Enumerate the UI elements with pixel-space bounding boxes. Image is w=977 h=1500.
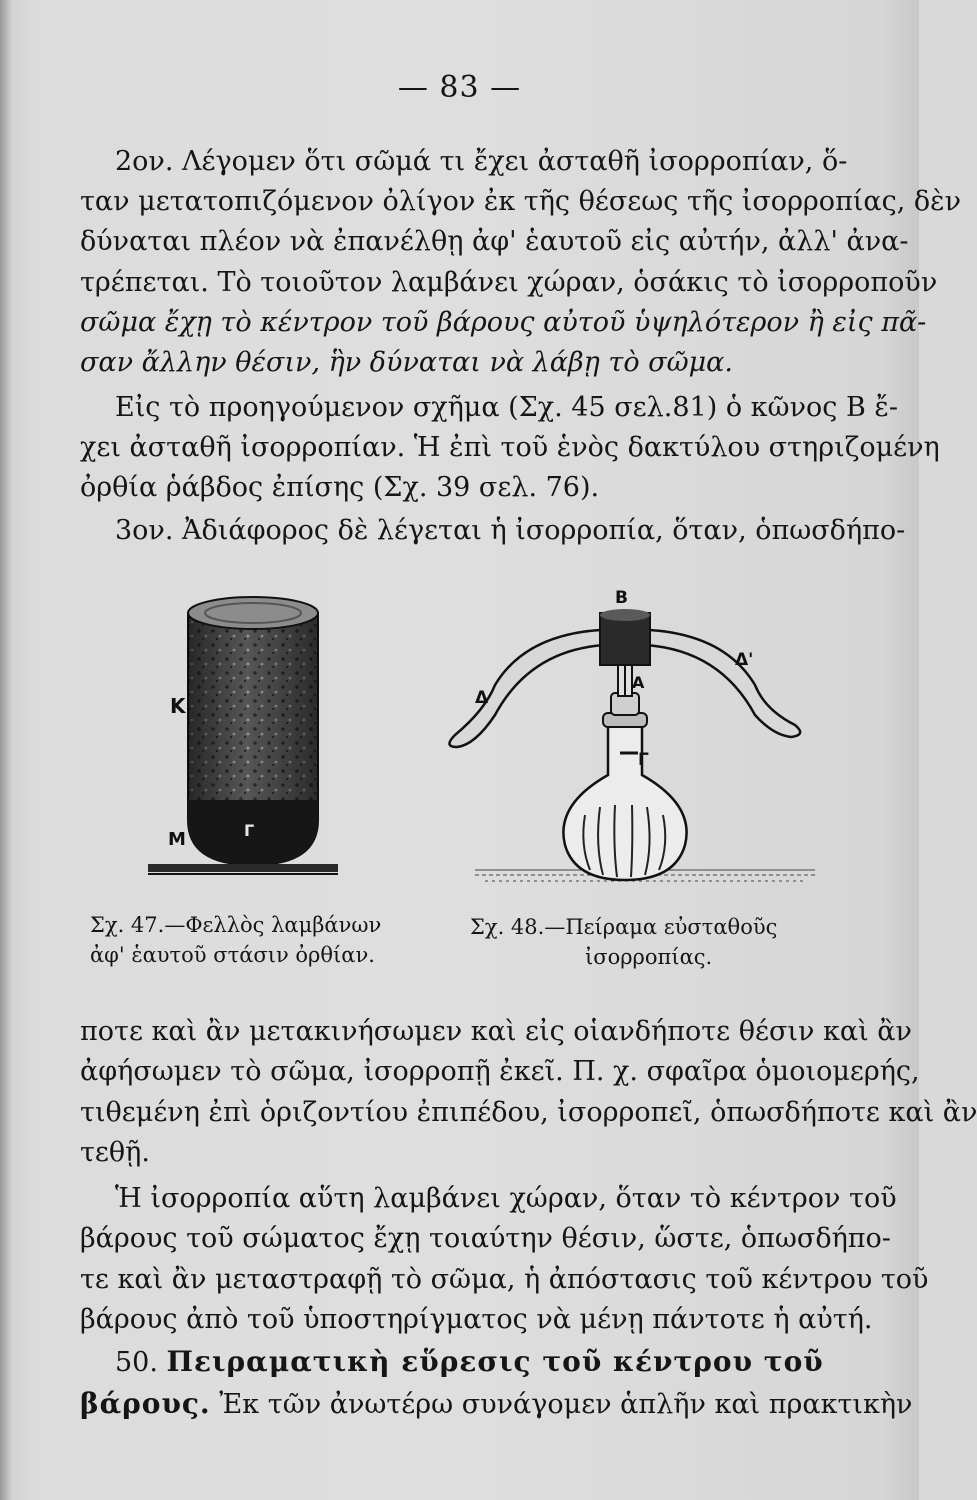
paragraph-line: ποτε καὶ ἂν μετακινήσωμεν καὶ εἰς οἱανδήποτε θέσιν καὶ ἂν (80, 1016, 912, 1047)
label-g: Γ (638, 750, 649, 770)
fork-left (449, 630, 605, 747)
figure-48-caption-line1: Σχ. 48.—Πείραμα εὐσταθοῦς (470, 915, 778, 939)
figure-48-apparatus (435, 575, 825, 895)
paragraph-line: σαν ἄλλην θέσιν, ἣν δύναται νὰ λάβῃ τὸ σῶμα. (80, 347, 733, 378)
paragraph-line: ταν μετατοπιζόμενον ὀλίγον ἐκ τῆς θέσεως τῆς ἰσορροπίας, δὲν (80, 186, 962, 217)
bottle (563, 725, 686, 880)
section-number: 50. (115, 1347, 158, 1378)
cork-top (188, 597, 318, 629)
figure-47-caption-line2: ἀφ' ἑαυτοῦ στάσιν ὀρθίαν. (90, 943, 375, 967)
paragraph-line: τρέπεται. Τὸ τοιοῦτον λαμβάνει χώραν, ὁσάκις τὸ ἰσορροποῦν (80, 267, 938, 298)
paragraph-line: σῶμα ἔχῃ τὸ κέντρον τοῦ βάρους αὐτοῦ ὑψηλότερον ἢ εἰς πᾶ- (80, 307, 927, 338)
paragraph-line: 3ον. Ἀδιάφορος δὲ λέγεται ἡ ἰσορροπία, ὅταν, ὁπωσδήπο- (115, 515, 906, 546)
spine-shadow (0, 0, 12, 1500)
paragraph-line: Εἰς τὸ προηγούμενον σχῆμα (Σχ. 45 σελ.81) ὁ κῶνος Β ἔ- (115, 392, 898, 423)
label-m: Μ (168, 829, 186, 850)
section-50-line2 (80, 1385, 913, 1424)
label-b: Β (615, 588, 628, 608)
section-title: Πειραματικὴ εὕρεσις τοῦ κέντρου τοῦ (166, 1345, 824, 1378)
page-number: — 83 — (397, 70, 522, 105)
fork-right (645, 630, 800, 737)
paragraph-line: χει ἀσταθῆ ἰσορροπίαν. Ἡ ἐπὶ τοῦ ἑνὸς δακτύλου στηριζομένη (80, 432, 940, 463)
figure-48-caption-line2: ἰσορροπίας. (585, 945, 713, 969)
paragraph-line: βάρους τοῦ σώματος ἔχῃ τοιαύτην θέσιν, ὥστε, ὁπωσδήπο- (80, 1223, 891, 1254)
paragraph-line: ὀρθία ῥάβδος ἐπίσης (Σχ. 39 σελ. 76). (80, 472, 600, 503)
paragraph-line: τε καὶ ἂν μεταστραφῇ τὸ σῶμα, ἡ ἀπόστασις τοῦ κέντρου τοῦ (80, 1264, 929, 1295)
base-plate (148, 864, 338, 872)
paragraph-line: δύναται πλέον νὰ ἐπανέλθῃ ἀφ' ἑαυτοῦ εἰς αὐτήν, ἀλλ' ἀνα- (80, 226, 909, 257)
paragraph-line: ἀφήσωμεν τὸ σῶμα, ἰσορροπῇ ἐκεῖ. Π. χ. σφαῖρα ὁμοιομερής, (80, 1056, 920, 1087)
section-title-continued: βάρους. (80, 1387, 211, 1420)
figure-47-cork (140, 585, 360, 885)
paragraph-line: τεθῇ. (80, 1137, 150, 1168)
label-a: Α (632, 673, 645, 692)
section-50-heading (115, 1343, 862, 1382)
label-d2: Δ' (735, 650, 754, 670)
paragraph-line: Ἡ ἰσορροπία αὕτη λαμβάνει χώραν, ὅταν τὸ κέντρον τοῦ (115, 1183, 897, 1214)
paragraph-line: 2ον. Λέγομεν ὅτι σῶμά τι ἔχει ἀσταθῆ ἰσορροπίαν, ὅ- (115, 146, 848, 177)
label-g: Γ (244, 821, 255, 840)
paragraph-line: βάρους ἀπὸ τοῦ ὑποστηρίγματος νὰ μένῃ πάντοτε ἡ αὐτή. (80, 1304, 873, 1335)
section-text: Ἐκ τῶν ἀνωτέρω συνάγομεν ἁπλῆν καὶ πρακτικὴν (219, 1389, 913, 1420)
label-d: Δ (475, 688, 489, 708)
paragraph-line: τιθεμένη ἐπὶ ὁριζοντίου ἐπιπέδου, ἰσορροπεῖ, ὁπωσδήποτε καὶ ἂν (80, 1097, 977, 1128)
label-k: Κ (170, 694, 186, 718)
figure-47-caption-line1: Σχ. 47.—Φελλὸς λαμβάνων (90, 913, 382, 937)
